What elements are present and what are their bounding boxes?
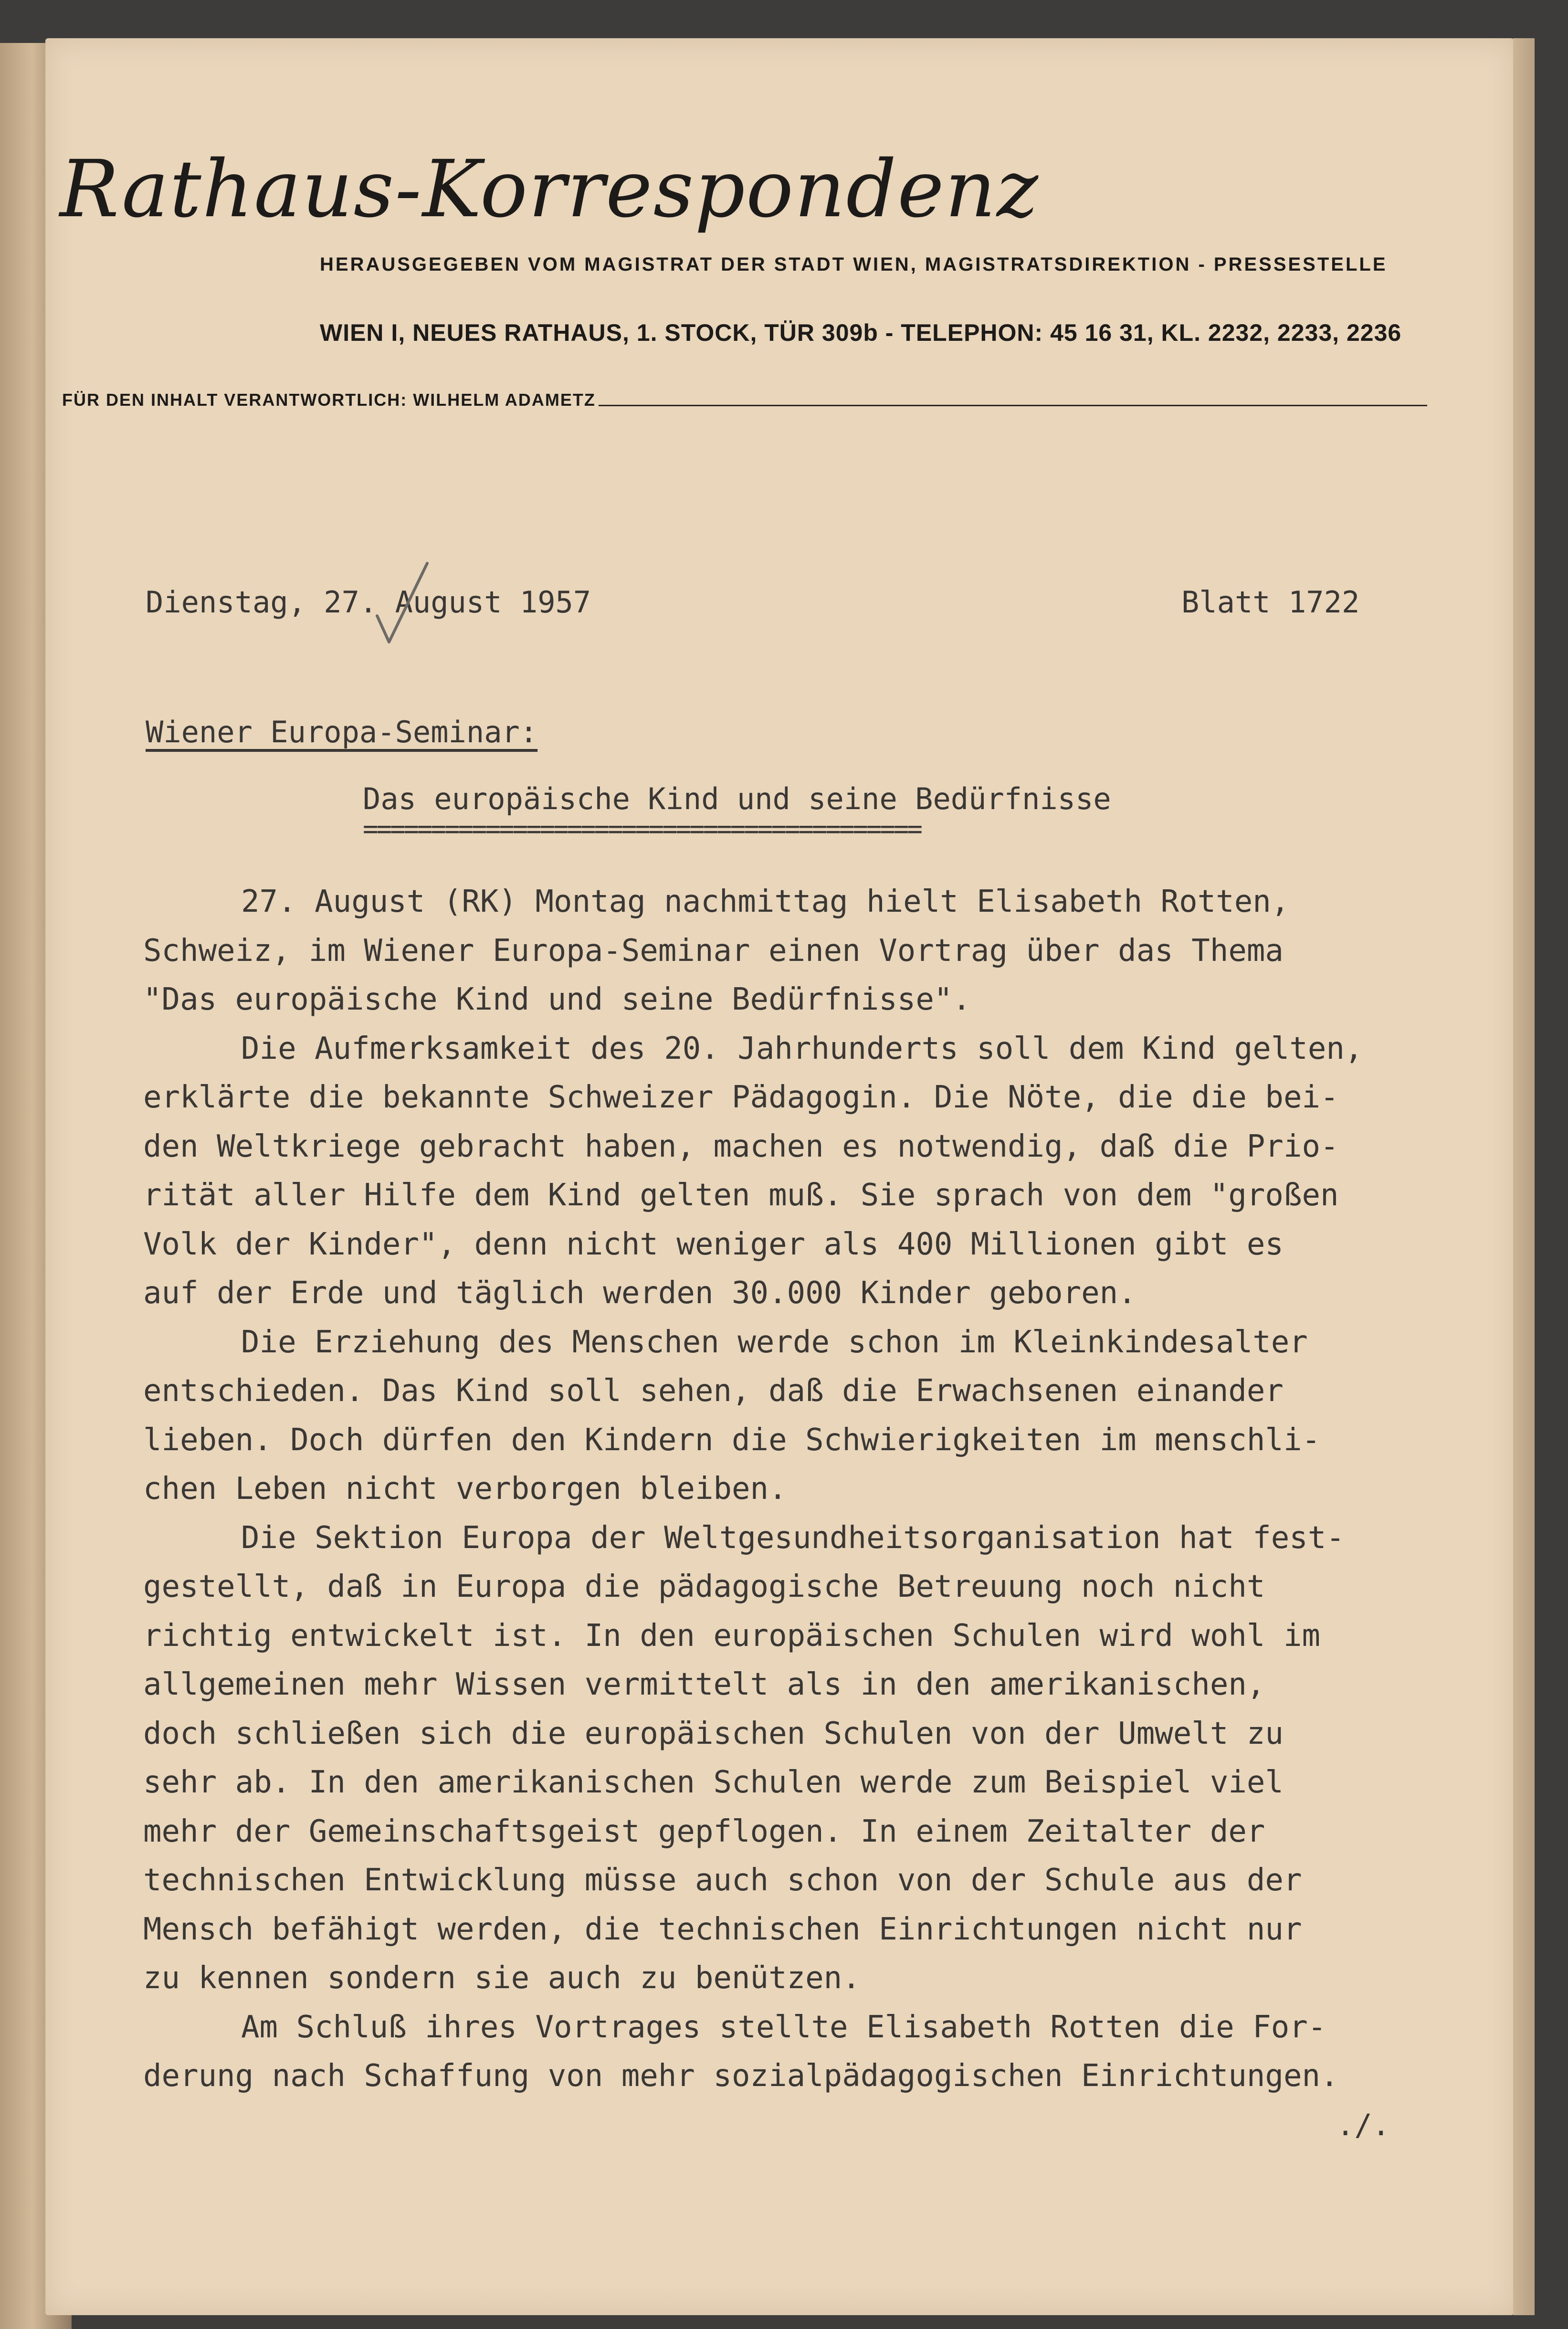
article-text-line: allgemeinen mehr Wissen vermittelt als in den amerikanischen, (143, 1667, 1265, 1702)
article-text-line: zu kennen sondern sie auch zu benützen. (143, 1960, 861, 1996)
title-double-rule: ========================================= (363, 814, 921, 844)
article-text-line: Mensch befähigt werden, die technischen Einrichtungen nicht nur (143, 1911, 1302, 1947)
article-text-line: doch schließen sich die europäischen Schulen von der Umwelt zu (143, 1716, 1284, 1751)
article-text-line: mehr der Gemeinschaftsgeist gepflogen. In einem Zeitalter der (143, 1813, 1265, 1849)
article-text-line: derung nach Schaffung von mehr sozialpädagogischen Einrichtungen. (143, 2058, 1339, 2094)
article-text-line: Volk der Kinder", denn nicht weniger als 400 Millionen gibt es (143, 1226, 1284, 1262)
masthead-title: Rathaus-Korrespondenz (60, 143, 1039, 235)
publisher-line: HERAUSGEGEBEN VOM MAGISTRAT DER STADT WIEN, MAGISTRATSDIREKTION - PRESSESTELLE (320, 254, 1388, 275)
signature-rule (599, 405, 1427, 406)
article-text-line: den Weltkriege gebracht haben, machen es notwendig, daß die Prio- (143, 1128, 1339, 1164)
article-text-line: erklärte die bekannte Schweizer Pädagogin. Die Nöte, die die bei- (143, 1080, 1339, 1115)
article-text-line: Schweiz, im Wiener Europa-Seminar einen Vortrag über das Thema (143, 933, 1284, 969)
article-text-line: lieben. Doch dürfen den Kindern die Schwierigkeiten im menschli- (143, 1422, 1320, 1458)
article-text-line: gestellt, daß in Europa die pädagogische Betreuung noch nicht (143, 1569, 1265, 1604)
page-stack-edge (1513, 38, 1535, 2315)
article-text-line: richtig entwickelt ist. In den europäischen Schulen wird wohl im (143, 1618, 1320, 1654)
section-heading: Wiener Europa-Seminar: (146, 715, 538, 749)
article-text-line: chen Leben nicht verborgen bleiben. (143, 1471, 787, 1507)
article-text-line: rität aller Hilfe dem Kind gelten muß. Sie sprach von dem "großen (143, 1178, 1339, 1213)
article-text-line: "Das europäische Kind und seine Bedürfnisse". (143, 982, 971, 1017)
responsible-line (62, 390, 1427, 410)
article-title: Das europäische Kind und seine Bedürfnisse (363, 781, 1111, 816)
article-text-line: sehr ab. In den amerikanischen Schulen werde zum Beispiel viel (143, 1765, 1284, 1800)
issue-date: Dienstag, 27. August 1957 (146, 585, 591, 620)
pencil-check-mark (368, 559, 434, 649)
address-line: WIEN I, NEUES RATHAUS, 1. STOCK, TÜR 309b - TELEPHON: 45 16 31, KL. 2232, 2233, 2236 (320, 319, 1402, 346)
article-text-line: entschieden. Das Kind soll sehen, daß die Erwachsenen einander (143, 1373, 1284, 1409)
article-text-line: Am Schluß ihres Vortrages stellte Elisabeth Rotten die For- (241, 2009, 1326, 2045)
article-text-line: technischen Entwicklung müsse auch schon von der Schule aus der (143, 1863, 1302, 1898)
article-text-line: Die Aufmerksamkeit des 20. Jahrhunderts soll dem Kind gelten, (241, 1031, 1363, 1066)
sheet-number: Blatt 1722 (1181, 585, 1360, 620)
article-text-line: Die Erziehung des Menschen werde schon im Kleinkindesalter (241, 1324, 1308, 1360)
article-text-line: Die Sektion Europa der Weltgesundheitsorganisation hat fest- (241, 1520, 1345, 1556)
article-text-line: auf der Erde und täglich werden 30.000 Kinder geboren. (143, 1275, 1137, 1311)
article-text-line: 27. August (RK) Montag nachmittag hielt Elisabeth Rotten, (241, 884, 1290, 919)
continuation-mark: ./. (1336, 2108, 1390, 2142)
responsible-text: FÜR DEN INHALT VERANTWORTLICH: WILHELM ADAMETZ (62, 390, 596, 410)
